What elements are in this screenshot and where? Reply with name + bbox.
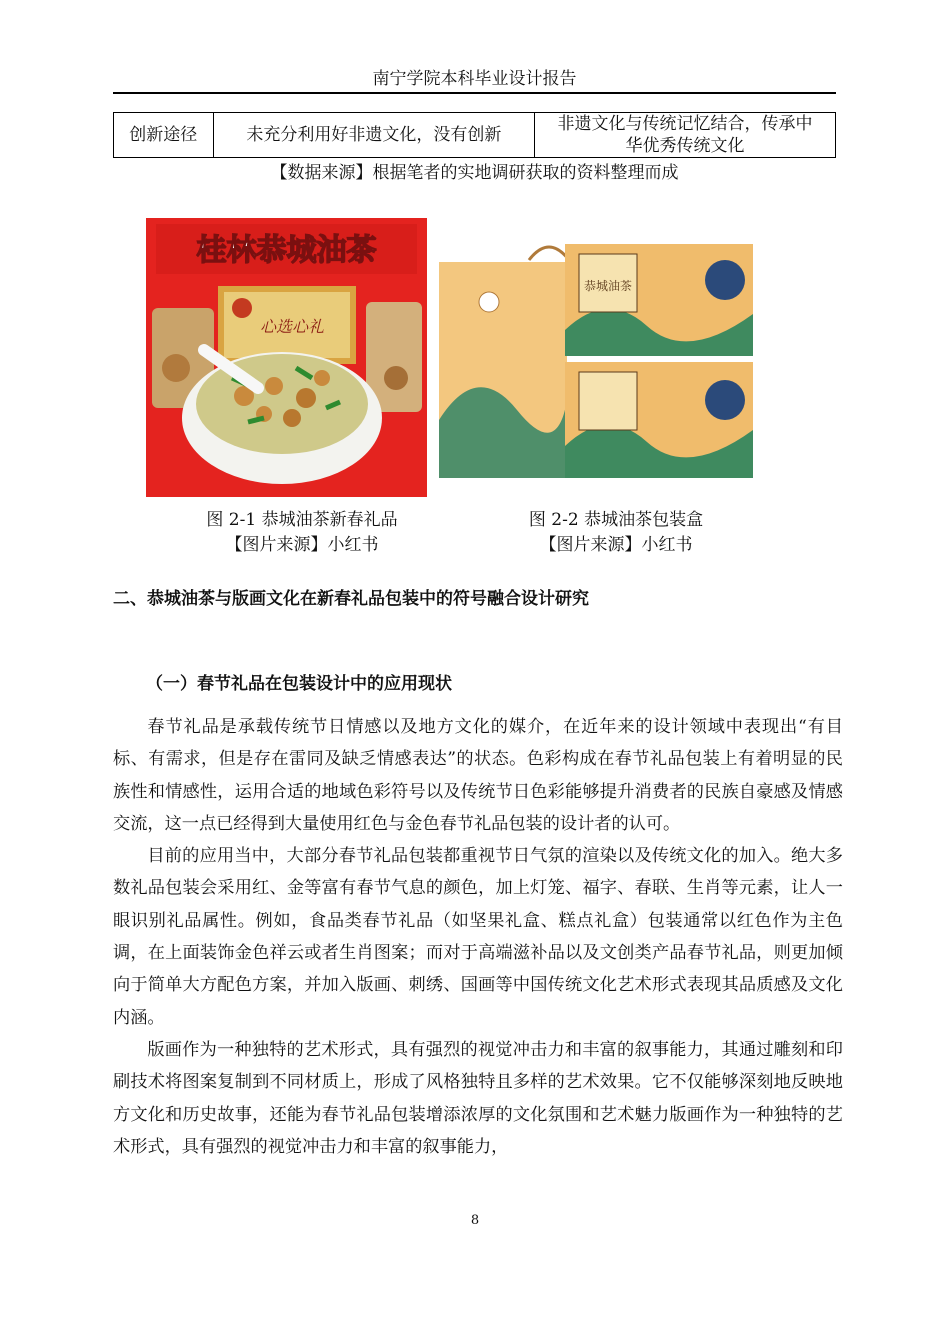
figure-caption-source: 【图片来源】小红书 bbox=[225, 535, 379, 555]
figure-banner-text: 桂林恭城油茶 bbox=[196, 233, 377, 268]
figure-box-label-top: 恭城油茶 bbox=[583, 279, 633, 293]
figure-caption-1 bbox=[152, 508, 452, 558]
table-cell-label: 创新途径 bbox=[114, 113, 214, 158]
section-heading: 二、恭城油茶与版画文化在新春礼品包装中的符号融合设计研究 bbox=[113, 589, 589, 609]
figure-caption-title: 图 2-1 恭城油茶新春礼品 bbox=[206, 510, 398, 530]
figure-caption-source: 【图片来源】小红书 bbox=[539, 535, 693, 555]
table-row bbox=[114, 113, 836, 158]
figure-caption-2 bbox=[466, 508, 766, 558]
figure-package-photo bbox=[437, 240, 755, 481]
paragraph: 目前的应用当中，大部分春节礼品包装都重视节日气氛的渲染以及传统文化的加入。绝大多数礼品包装会采用红、金等富有春节气息的颜色，加上灯笼、福字、春联、生肖等元素，让人一眼识别礼品属性。例如，食品类春节礼品（如坚果礼盒、糕点礼盒）包装通常以红色作为主色调，在上面装饰金色祥云或者生肖图案；而对于高端滋补品以及文创类产品春节礼品，则更加倾向于简单大方配色方案，并加入版画、刺绣、国画等中国传统文化艺术形式表现其品质感及文化内涵。 bbox=[113, 846, 843, 1028]
subsection-heading: （一）春节礼品在包装设计中的应用现状 bbox=[146, 674, 452, 694]
table-data-source: 【数据来源】根据笔者的实地调研获取的资料整理而成 bbox=[270, 163, 679, 183]
figure-gift-photo bbox=[146, 218, 427, 497]
comparison-table bbox=[113, 112, 836, 158]
table-cell-after: 非遗文化与传统记忆结合，传承中华优秀传统文化 bbox=[535, 113, 836, 158]
figure-caption-title: 图 2-2 恭城油茶包装盒 bbox=[528, 510, 704, 530]
paragraph: 春节礼品是承载传统节日情感以及地方文化的媒介，在近年来的设计领域中表现出“有目标、有需求，但是存在雷同及缺乏情感表达”的状态。色彩构成在春节礼品包装上有着明显的民族性和情感性，运用合适的地域色彩符号以及传统节日色彩能够提升消费者的民族自豪感及情感交流，这一点已经得到大量使用红色与金色春节礼品包装的设计者的认可。 bbox=[113, 717, 843, 834]
paragraph: 版画作为一种独特的艺术形式，具有强烈的视觉冲击力和丰富的叙事能力，其通过雕刻和印刷技术将图案复制到不同材质上，形成了风格独特且多样的艺术效果。它不仅能够深刻地反映地方文化和历史故事，还能为春节礼品包装增添浓厚的文化氛围和艺术魅力版画作为一种独特的艺术形式，具有强烈的视觉冲击力和丰富的叙事能力， bbox=[113, 1039, 843, 1157]
table-cell-before: 未充分利用好非遗文化，没有创新 bbox=[213, 113, 534, 158]
page-number: 8 bbox=[470, 1213, 480, 1228]
page-header-title: 南宁学院本科毕业设计报告 bbox=[372, 69, 577, 89]
header-rule bbox=[113, 92, 836, 94]
body-text bbox=[113, 711, 843, 1163]
figure-box-text: 心选心礼 bbox=[259, 317, 325, 336]
